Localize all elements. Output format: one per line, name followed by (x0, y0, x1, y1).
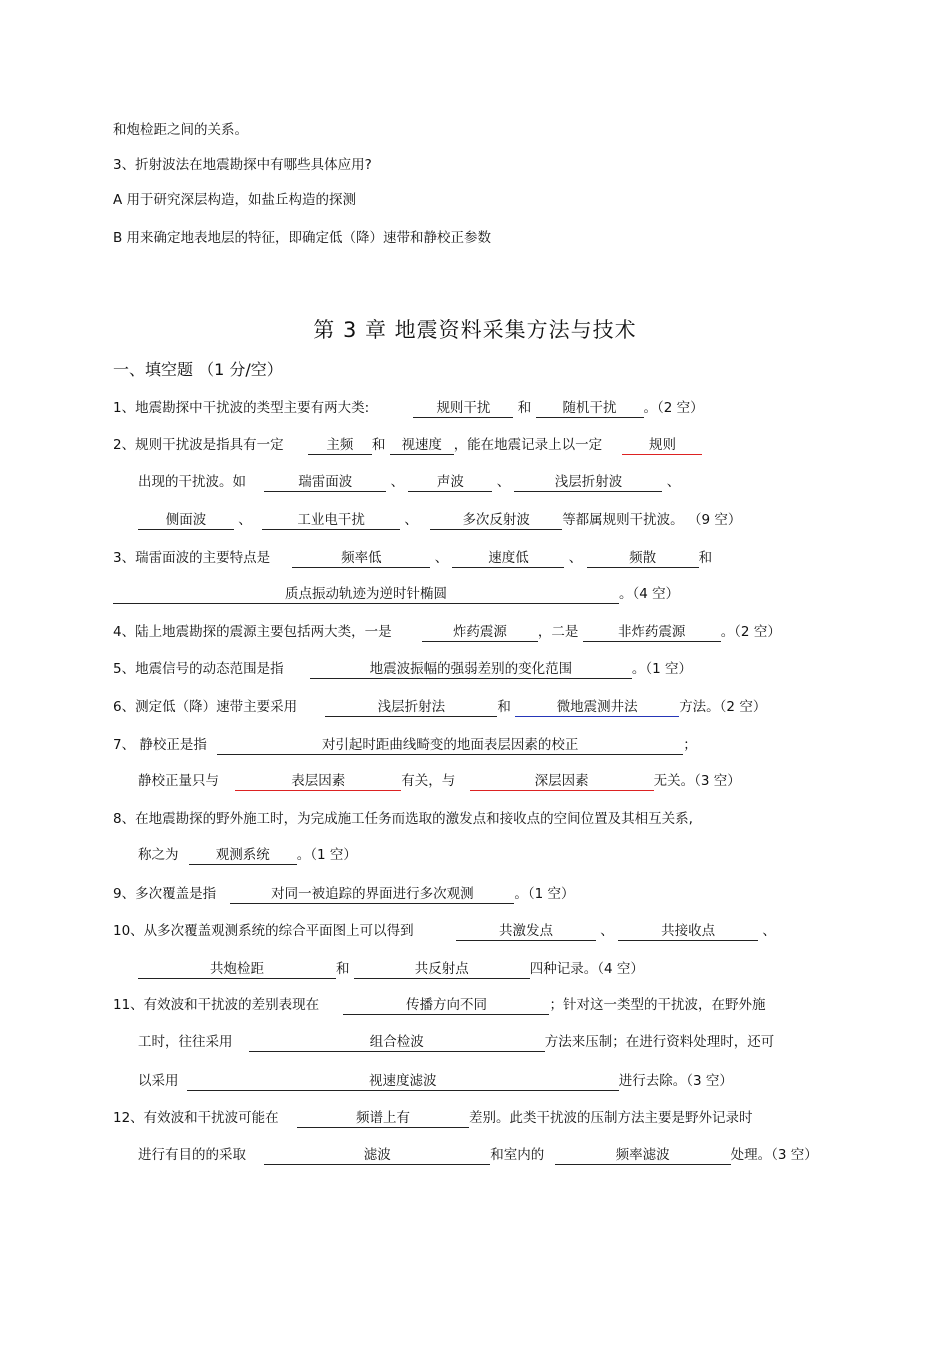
question-11-line-2 (138, 1032, 774, 1052)
question-10-line-1: 10、从多次覆盖观测系统的综合平面图上可以得到 共激发点 、 共接收点 、 (113, 923, 776, 939)
q6-blank-2: 微地震测井法 (515, 699, 679, 717)
q6-blank-1: 浅层折射法 (325, 699, 497, 717)
q12-and: 和室内的 (490, 1147, 545, 1163)
q2-blank-4: 瑞雷面波 (264, 474, 386, 492)
question-2-line-2: 出现的干扰波。如 瑞雷面波 、 声波 、 浅层折射波 、 (138, 474, 681, 490)
question-10-line-2 (138, 959, 644, 979)
q9-text: 9、多次覆盖是指 (113, 886, 217, 902)
q1-and: 和 (517, 400, 532, 416)
q2-blank-2: 视速度 (390, 437, 454, 455)
q3-text: 3、瑞雷面波的主要特点是 (113, 550, 271, 566)
q3-end: 。（4 空） (619, 586, 680, 602)
question-1 (113, 398, 704, 418)
q11-blank-3: 视速度滤波 (187, 1073, 619, 1091)
q2-mid: ，能在地震记录上以一定 (453, 437, 603, 453)
question-11-line-3 (138, 1071, 733, 1091)
q11-mid: ；针对这一类型的干扰波，在野外施 (549, 997, 766, 1013)
question-6 (113, 697, 766, 717)
q2-and: 和 (371, 437, 386, 453)
q10-and: 和 (336, 961, 350, 977)
q11-line3-text: 以采用 (138, 1073, 179, 1089)
q10-blank-3: 共炮检距 (138, 961, 336, 979)
q4-blank-2: 非炸药震源 (583, 624, 721, 642)
q11-line2-text: 工时，往往采用 (138, 1034, 233, 1050)
q11-line2-end: 方法来压制；在进行资料处理时，还可 (544, 1034, 775, 1050)
q12-line2-text: 进行有目的的采取 (138, 1147, 246, 1163)
prev-line1: 和炮检距之间的关系。 (113, 122, 248, 138)
q5-end: 。（1 空） (631, 661, 693, 677)
q2-blank-7: 侧面波 (138, 512, 234, 530)
prev-answer-b: B 用来确定地表地层的特征，即确定低（降）速带和静校正参数 (113, 230, 492, 246)
chapter-title: 第 3 章 地震资料采集方法与技术 (313, 318, 637, 342)
q2-blank-6: 浅层折射波 (514, 474, 662, 492)
q2-line2-text: 出现的干扰波。如 (138, 474, 246, 490)
prev-answer-a: A 用于研究深层构造，如盐丘构造的探测 (113, 192, 357, 208)
q8-blank-1: 观测系统 (189, 847, 297, 865)
q2-blank-1: 主频 (308, 437, 372, 455)
q12-blank-3: 频率滤波 (555, 1147, 731, 1165)
q11-blank-1: 传播方向不同 (343, 997, 549, 1015)
question-5 (113, 659, 692, 679)
q7-blank-1: 对引起时距曲线畸变的地面表层因素的校正 (217, 737, 683, 755)
q7-line2-text: 静校正量只与 (138, 773, 219, 789)
q3-blank-4: 质点振动轨迹为逆时针椭圆 (113, 586, 619, 604)
question-11-line-1 (113, 995, 765, 1015)
q4-end: 。（2 空） (720, 624, 781, 640)
question-12-line-2 (138, 1145, 818, 1165)
q2-text: 2、规则干扰波是指具有一定 (113, 437, 284, 453)
q8-line2-text: 称之为 (138, 847, 179, 863)
q7-mid: 有关，与 (401, 773, 456, 789)
q5-blank-1: 地震波振幅的强弱差别的变化范围 (310, 661, 632, 679)
question-2-line-3: 侧面波 、 工业电干扰 、 多次反射波 等都属规则干扰波。 （9 空） (138, 510, 741, 530)
q9-end: 。（1 空） (514, 886, 575, 902)
q6-and: 和 (497, 699, 511, 715)
q2-blank-3: 规则 (622, 437, 702, 455)
q6-text: 6、测定低（降）速带主要采用 (113, 699, 298, 715)
question-12-line-1 (113, 1108, 752, 1128)
question-8-line-1: 8、在地震勘探的野外施工时，为完成施工任务而选取的激发点和接收点的空间位置及其相互关系, (113, 811, 693, 827)
question-8-line-2 (138, 845, 357, 865)
q3-blank-1: 频率低 (292, 550, 430, 568)
q7-blank-3: 深层因素 (470, 773, 654, 791)
q10-blank-1: 共激发点 (456, 923, 596, 941)
q1-blank-1: 规则干扰 (413, 400, 513, 418)
q12-end: 处理。（3 空） (730, 1147, 818, 1163)
q2-blank-8: 工业电干扰 (262, 512, 400, 530)
question-3-line-1: 3、瑞雷面波的主要特点是 频率低 、 速度低 、 频散 和 (113, 550, 713, 566)
q10-blank-4: 共反射点 (354, 961, 530, 979)
q12-blank-1: 频谱上有 (297, 1110, 469, 1128)
question-3-line-2 (113, 584, 679, 604)
prev-question-3: 3、折射波法在地震勘探中有哪些具体应用? (113, 157, 372, 173)
q4-blank-1: 炸药震源 (422, 624, 538, 642)
q1-text: 1、地震勘探中干扰波的类型主要有两大类: (113, 400, 370, 416)
q11-text: 11、有效波和干扰波的差别表现在 (113, 997, 320, 1013)
q2-blank-9: 多次反射波 (430, 512, 562, 530)
q10-text: 10、从多次覆盖观测系统的综合平面图上可以得到 (113, 923, 414, 939)
question-2-line-1 (113, 435, 702, 455)
q11-blank-2: 组合检波 (249, 1034, 545, 1052)
section-heading: 一、填空题 （1 分/空） (113, 360, 283, 379)
q8-end: 。（1 空） (296, 847, 357, 863)
q2-blank-5: 声波 (408, 474, 492, 492)
q4-text: 4、陆上地震勘探的震源主要包括两大类，一是 (113, 624, 392, 640)
q2-end: 等都属规则干扰波。 （9 空） (562, 512, 742, 528)
q9-blank-1: 对同一被追踪的界面进行多次观测 (230, 886, 514, 904)
q1-end: 。（2 空） (643, 400, 704, 416)
q1-blank-2: 随机干扰 (536, 400, 644, 418)
q7-blank-2: 表层因素 (235, 773, 401, 791)
q3-blank-3: 频散 (587, 550, 699, 568)
question-7-line-1: 7、 静校正是指 对引起时距曲线畸变的地面表层因素的校正 ； (113, 737, 697, 753)
q3-blank-2: 速度低 (452, 550, 564, 568)
q10-end: 四种记录。（4 空） (529, 961, 644, 977)
q10-blank-2: 共接收点 (618, 923, 758, 941)
q6-end: 方法。（2 空） (679, 699, 767, 715)
q7-text: 7、 静校正是指 (113, 737, 207, 753)
q12-blank-2: 滤波 (264, 1147, 490, 1165)
q11-end: 进行去除。（3 空） (618, 1073, 733, 1089)
q3-and: 和 (698, 550, 713, 566)
q5-text: 5、地震信号的动态范围是指 (113, 661, 284, 677)
question-7-line-2 (138, 771, 741, 791)
q12-text: 12、有效波和干扰波可能在 (113, 1110, 279, 1126)
question-9 (113, 884, 575, 904)
q4-mid: ，二是 (537, 624, 579, 640)
q7-end: 无关。（3 空） (653, 773, 741, 789)
question-4 (113, 622, 781, 642)
q12-mid: 差别。此类干扰波的压制方法主要是野外记录时 (468, 1110, 753, 1126)
